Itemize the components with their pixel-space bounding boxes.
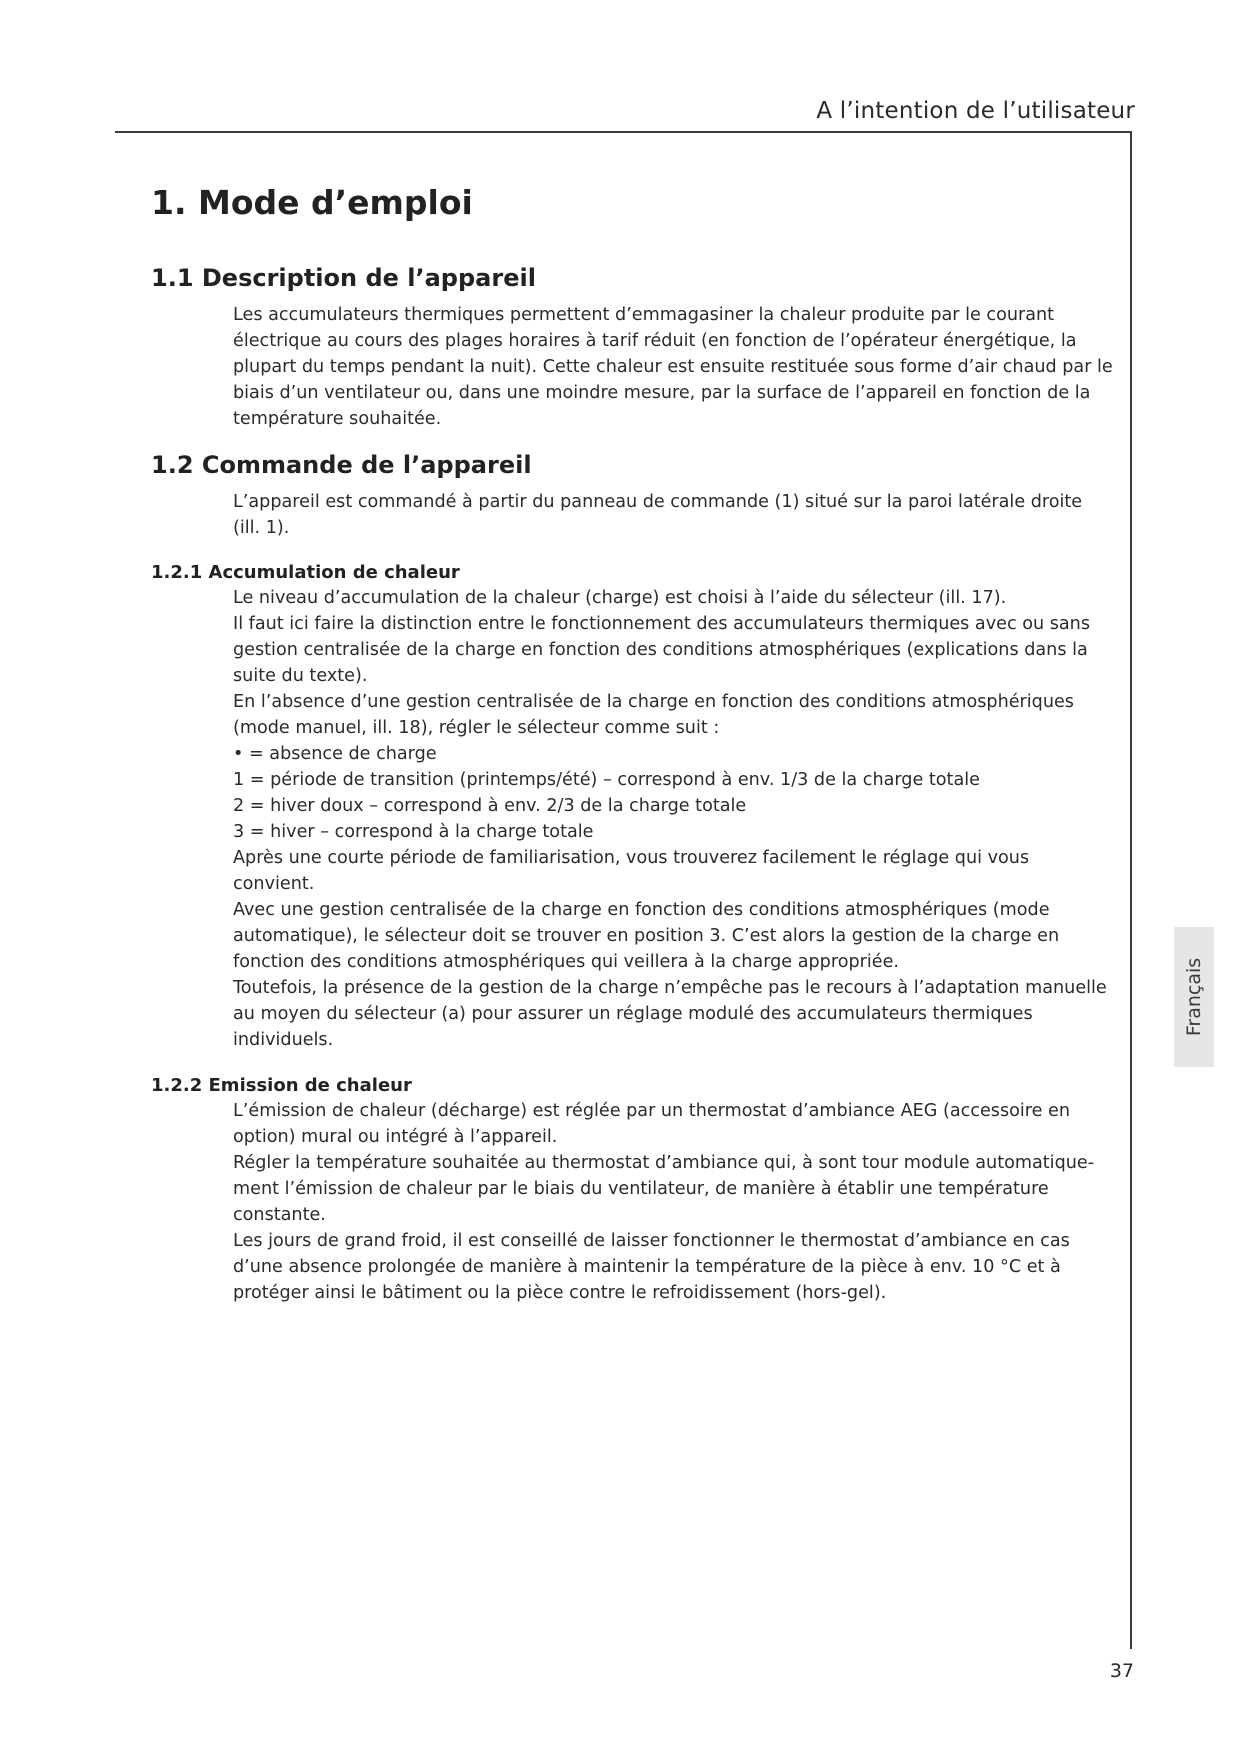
text-line: Après une courte période de familiarisation, vous trouverez facilement le réglage qui vous bbox=[233, 848, 1030, 868]
subsection-heading-emission: 1.2.2 Emission de chaleur bbox=[151, 1075, 412, 1096]
header-divider bbox=[115, 131, 1131, 133]
text-line: individuels. bbox=[233, 1030, 334, 1050]
text-line: suite du texte). bbox=[233, 666, 368, 686]
text-line: d’une absence prolongée de manière à maintenir la température de la pièce à env. 10 °C et à bbox=[233, 1257, 1061, 1277]
text-line: Le niveau d’accumulation de la chaleur (charge) est choisi à l’aide du sélecteur (ill. 17). bbox=[233, 588, 1007, 608]
text-line: automatique), le sélecteur doit se trouver en position 3. C’est alors la gestion de la charge en bbox=[233, 926, 1060, 946]
text-line: protéger ainsi le bâtiment ou la pièce contre le refroidissement (hors-gel). bbox=[233, 1283, 887, 1303]
subsection-body-emission bbox=[233, 1098, 1093, 1306]
text-line: Régler la température souhaitée au thermostat d’ambiance qui, à sont tour module automatique- bbox=[233, 1153, 1095, 1173]
text-line: électrique au cours des plages horaires à tarif réduit (en fonction de l’opérateur énergétique, la bbox=[233, 331, 1077, 351]
setting-list-item: 1 = période de transition (printemps/été) – correspond à env. 1/3 de la charge totale bbox=[233, 770, 980, 790]
text-line: L’appareil est commandé à partir du panneau de commande (1) situé sur la paroi latérale droite bbox=[233, 492, 1083, 512]
chapter-title: 1. Mode d’emploi bbox=[151, 183, 473, 222]
setting-list-item: • = absence de charge bbox=[233, 744, 437, 764]
running-header: A l’intention de l’utilisateur bbox=[816, 98, 1135, 124]
language-tab-label: Français bbox=[1183, 957, 1205, 1037]
text-line: Avec une gestion centralisée de la charge en fonction des conditions atmosphériques (mode bbox=[233, 900, 1050, 920]
text-line: fonction des conditions atmosphériques qui veillera à la charge appropriée. bbox=[233, 952, 899, 972]
text-line: (ill. 1). bbox=[233, 518, 290, 538]
text-line: En l’absence d’une gestion centralisée de la charge en fonction des conditions atmosphériques bbox=[233, 692, 1074, 712]
text-line: Il faut ici faire la distinction entre le fonctionnement des accumulateurs thermiques avec ou sans bbox=[233, 614, 1090, 634]
text-line: Les accumulateurs thermiques permettent d’emmagasiner la chaleur produite par le courant bbox=[233, 305, 1055, 325]
text-line: plupart du temps pendant la nuit). Cette chaleur est ensuite restituée sous forme d’air chaud par le bbox=[233, 357, 1113, 377]
page-number: 37 bbox=[1109, 1660, 1134, 1682]
right-margin-divider bbox=[1130, 131, 1132, 1649]
text-line: gestion centralisée de la charge en fonction des conditions atmosphériques (explications dans la bbox=[233, 640, 1088, 660]
setting-list-item: 2 = hiver doux – correspond à env. 2/3 de la charge totale bbox=[233, 796, 747, 816]
text-line: convient. bbox=[233, 874, 315, 894]
section-heading-commande: 1.2 Commande de l’appareil bbox=[151, 451, 532, 479]
subsection-heading-accumulation: 1.2.1 Accumulation de chaleur bbox=[151, 562, 460, 583]
text-line: constante. bbox=[233, 1205, 326, 1225]
setting-list-item: 3 = hiver – correspond à la charge totale bbox=[233, 822, 594, 842]
text-line: au moyen du sélecteur (a) pour assurer un réglage modulé des accumulateurs thermiques bbox=[233, 1004, 1033, 1024]
section-body-commande bbox=[233, 489, 1093, 541]
language-tab bbox=[1174, 927, 1214, 1067]
text-line: température souhaitée. bbox=[233, 409, 442, 429]
subsection-body-accumulation bbox=[233, 585, 1107, 1053]
text-line: L’émission de chaleur (décharge) est réglée par un thermostat d’ambiance AEG (accessoire en bbox=[233, 1101, 1071, 1121]
text-line: option) mural ou intégré à l’appareil. bbox=[233, 1127, 558, 1147]
text-line: biais d’un ventilateur ou, dans une moindre mesure, par la surface de l’appareil en fonction de la bbox=[233, 383, 1091, 403]
text-line: Toutefois, la présence de la gestion de la charge n’empêche pas le recours à l’adaptation manuelle bbox=[233, 978, 1107, 998]
section-heading-description: 1.1 Description de l’appareil bbox=[151, 264, 536, 292]
section-body-description bbox=[233, 302, 1113, 432]
text-line: (mode manuel, ill. 18), régler le sélecteur comme suit : bbox=[233, 718, 720, 738]
text-line: Les jours de grand froid, il est conseillé de laisser fonctionner le thermostat d’ambiance en cas bbox=[233, 1231, 1070, 1251]
text-line: ment l’émission de chaleur par le biais du ventilateur, de manière à établir une température bbox=[233, 1179, 1049, 1199]
